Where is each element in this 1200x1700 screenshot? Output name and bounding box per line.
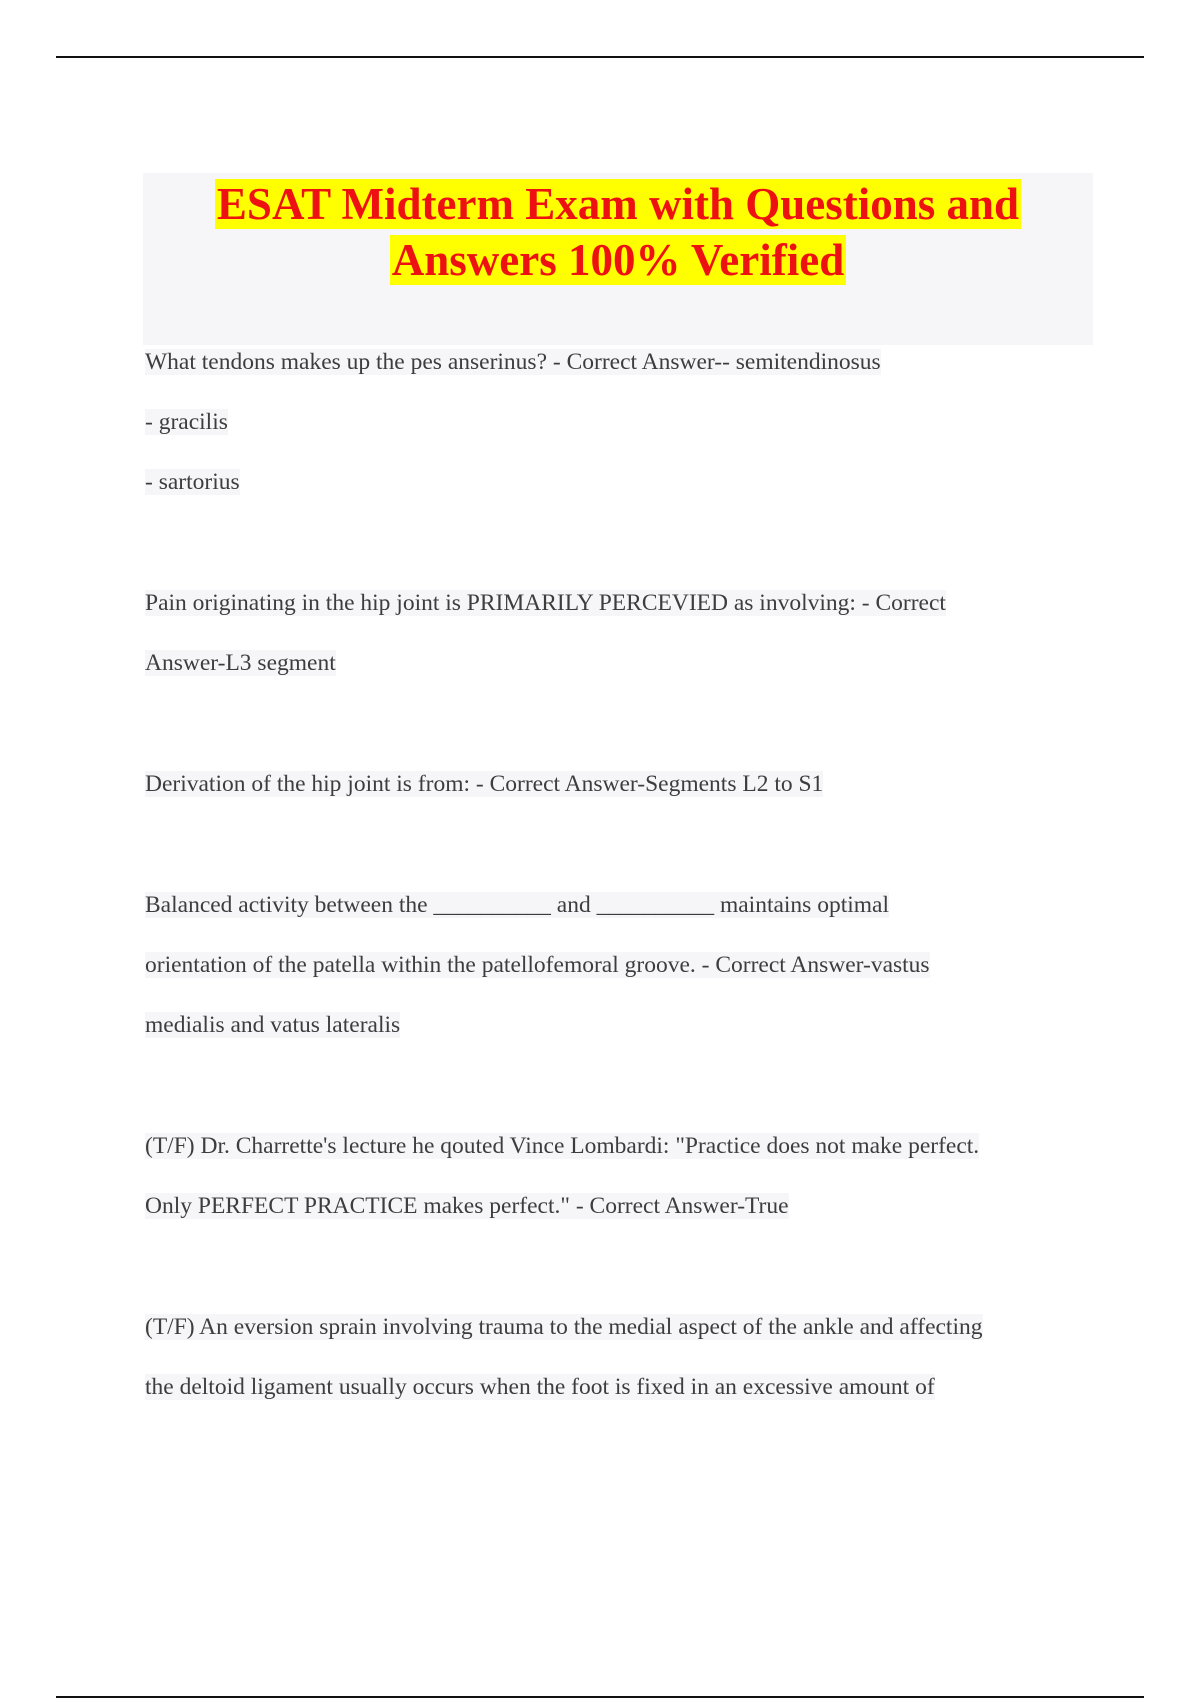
qa-text: Only PERFECT PRACTICE makes perfect." - Correct Answer-True	[145, 1193, 789, 1219]
qa-list	[145, 332, 1105, 1478]
qa-item	[145, 1297, 1105, 1417]
qa-line	[145, 1357, 1105, 1417]
qa-line	[145, 935, 1105, 995]
qa-line	[145, 1176, 1105, 1236]
qa-line	[145, 875, 1105, 935]
qa-text: Derivation of the hip joint is from: - Correct Answer-Segments L2 to S1	[145, 771, 824, 797]
qa-line	[145, 392, 1105, 452]
qa-text: (T/F) An eversion sprain involving trauma to the medial aspect of the ankle and affecting	[145, 1314, 983, 1340]
qa-line	[145, 754, 1105, 814]
qa-text: - gracilis	[145, 409, 228, 435]
qa-item	[145, 332, 1105, 512]
qa-text: Balanced activity between the __________ and __________ maintains optimal	[145, 892, 890, 918]
qa-text: What tendons makes up the pes anserinus? - Correct Answer-- semitendinosus	[145, 349, 881, 375]
qa-line	[145, 573, 1105, 633]
title-line-1: ESAT Midterm Exam with Questions and	[216, 179, 1020, 229]
top-rule	[56, 56, 1144, 58]
qa-text: (T/F) Dr. Charrette's lecture he qouted Vince Lombardi: "Practice does not make perfect.	[145, 1133, 980, 1159]
qa-item	[145, 1116, 1105, 1236]
qa-line	[145, 452, 1105, 512]
qa-item	[145, 573, 1105, 693]
qa-line	[145, 1297, 1105, 1357]
qa-item	[145, 754, 1105, 814]
title-line-2: Answers 100% Verified	[391, 235, 845, 285]
qa-text: the deltoid ligament usually occurs when the foot is fixed in an excessive amount of	[145, 1374, 935, 1400]
qa-line	[145, 633, 1105, 693]
qa-text: medialis and vatus lateralis	[145, 1012, 401, 1038]
qa-line	[145, 995, 1105, 1055]
qa-text: orientation of the patella within the patellofemoral groove. - Correct Answer-vastus	[145, 952, 930, 978]
qa-line	[145, 332, 1105, 392]
qa-text: Pain originating in the hip joint is PRIMARILY PERCEVIED as involving: - Correct	[145, 590, 946, 616]
qa-line	[145, 1116, 1105, 1176]
qa-item	[145, 875, 1105, 1055]
qa-text: - sartorius	[145, 469, 240, 495]
document-title	[143, 176, 1093, 288]
bottom-rule	[56, 1696, 1144, 1698]
qa-text: Answer-L3 segment	[145, 650, 336, 676]
